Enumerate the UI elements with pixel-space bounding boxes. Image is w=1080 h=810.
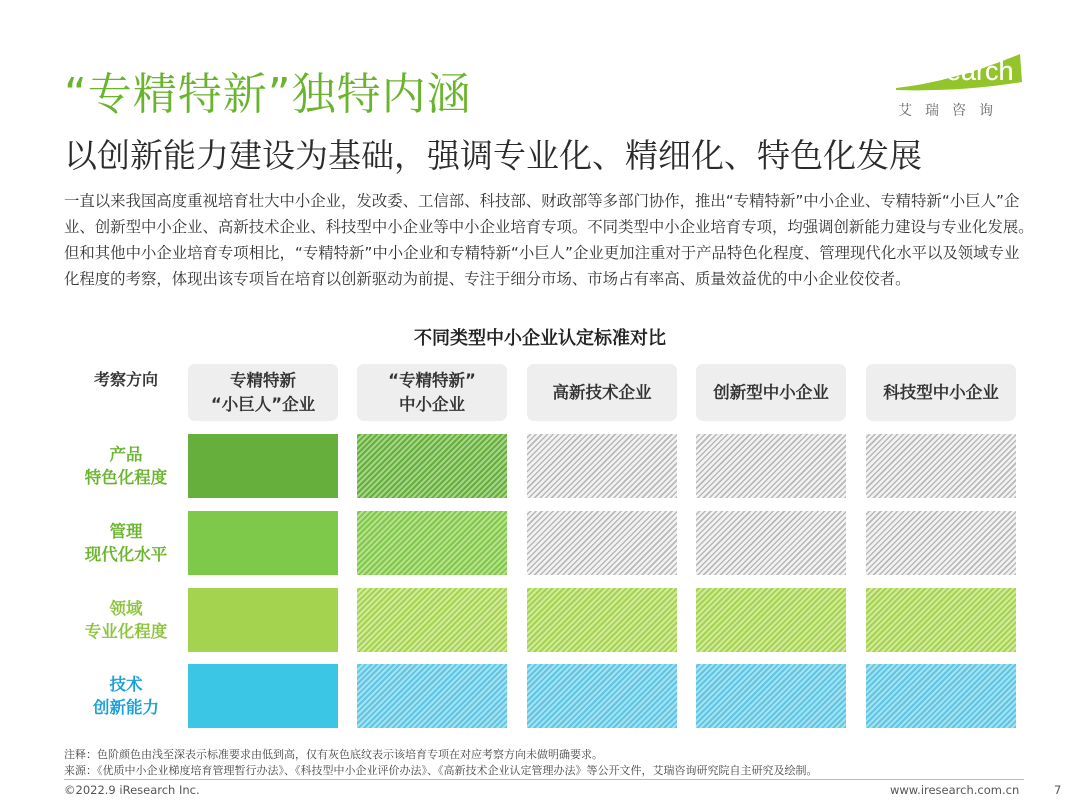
column-header-1: 专精特新 “小巨人”企业: [188, 364, 338, 421]
source-text: 来源：《优质中小企业梯度培育管理暂行办法》、《科技型中小企业评价办法》、《高新技术企业认定管理办法》等公开文件，艾瑞咨询研究院自主研究及绘制。: [64, 764, 818, 777]
table-cell-r3-c4: [696, 588, 846, 652]
table-cell-r3-c5: [866, 588, 1016, 652]
note-text: 注释：色阶颜色由浅至深表示标准要求由低到高，仅有灰色底纹表示该培育专项在对应考察方向未做明确要求。: [64, 748, 603, 761]
column-header-2: “专精特新” 中小企业: [357, 364, 507, 421]
table-cell-r4-c1: [188, 664, 338, 728]
iresearch-logo: [892, 56, 1027, 122]
row-label-1: 产品 特色化程度: [84, 445, 168, 487]
row-label-4: 技术 创新能力: [93, 675, 159, 717]
column-header-4: 创新型中小企业: [696, 364, 846, 421]
table-cell-r1-c3: [527, 434, 677, 498]
row-label-3: 领域 专业化程度: [84, 599, 168, 641]
table-cell-r1-c5: [866, 434, 1016, 498]
table-cell-r2-c5: [866, 511, 1016, 575]
table-cell-r1-c1: [188, 434, 338, 498]
footer-copyright: ©2022.9 iResearch Inc.: [64, 783, 200, 797]
table-cell-r4-c5: [866, 664, 1016, 728]
table-cell-r4-c4: [696, 664, 846, 728]
table-cell-r1-c2: [357, 434, 507, 498]
table-cell-r4-c2: [357, 664, 507, 728]
footer-divider: [64, 779, 1024, 780]
direction-header: 考察方向: [93, 370, 158, 389]
table-cell-r2-c2: [357, 511, 507, 575]
logo-brand-text: iResearch: [892, 56, 1014, 86]
footer-website: www.iresearch.com.cn: [890, 783, 1020, 797]
table-cell-r2-c3: [527, 511, 677, 575]
table-cell-r1-c4: [696, 434, 846, 498]
table-cell-r2-c1: [188, 511, 338, 575]
row-label-2: 管理 现代化水平: [84, 522, 168, 564]
comparison-table-title: 不同类型中小企业认定标准对比: [414, 328, 666, 349]
table-cell-r3-c3: [527, 588, 677, 652]
page-title: “专精特新”独特内涵: [64, 69, 472, 120]
column-header-3: 高新技术企业: [527, 364, 677, 421]
table-cell-r3-c2: [357, 588, 507, 652]
intro-paragraph: 一直以来我国高度重视培育壮大中小企业，发改委、工信部、科技部、财政部等多部门协作，推出“专精特新”中小企业、专精特新“小巨人”企业、创新型中小企业、高新技术企业、科技型中小企业等中小企业培育专项。不同类型中小企业培育专项，均强调创新能力建设与专业化发展。但和其他中小企业培育专项相比，“专精特新”中小企业和专精特新“小巨人”企业更加注重对于产品特色化程度、管理现代化水平以及领域专业化程度的考察，体现出该专项旨在培育以创新驱动为前提、专注于细分市场、市场占有率高、质量效益优的中小企业佼佼者。: [64, 192, 1034, 288]
table-cell-r2-c4: [696, 511, 846, 575]
column-header-5: 科技型中小企业: [866, 364, 1016, 421]
logo-tagline: 艾瑞咨询: [898, 103, 1006, 119]
table-cell-r3-c1: [188, 588, 338, 652]
page-number: 7: [1054, 783, 1062, 797]
page-subtitle: 以创新能力建设为基础，强调专业化、精细化、特色化发展: [64, 136, 922, 175]
table-cell-r4-c3: [527, 664, 677, 728]
